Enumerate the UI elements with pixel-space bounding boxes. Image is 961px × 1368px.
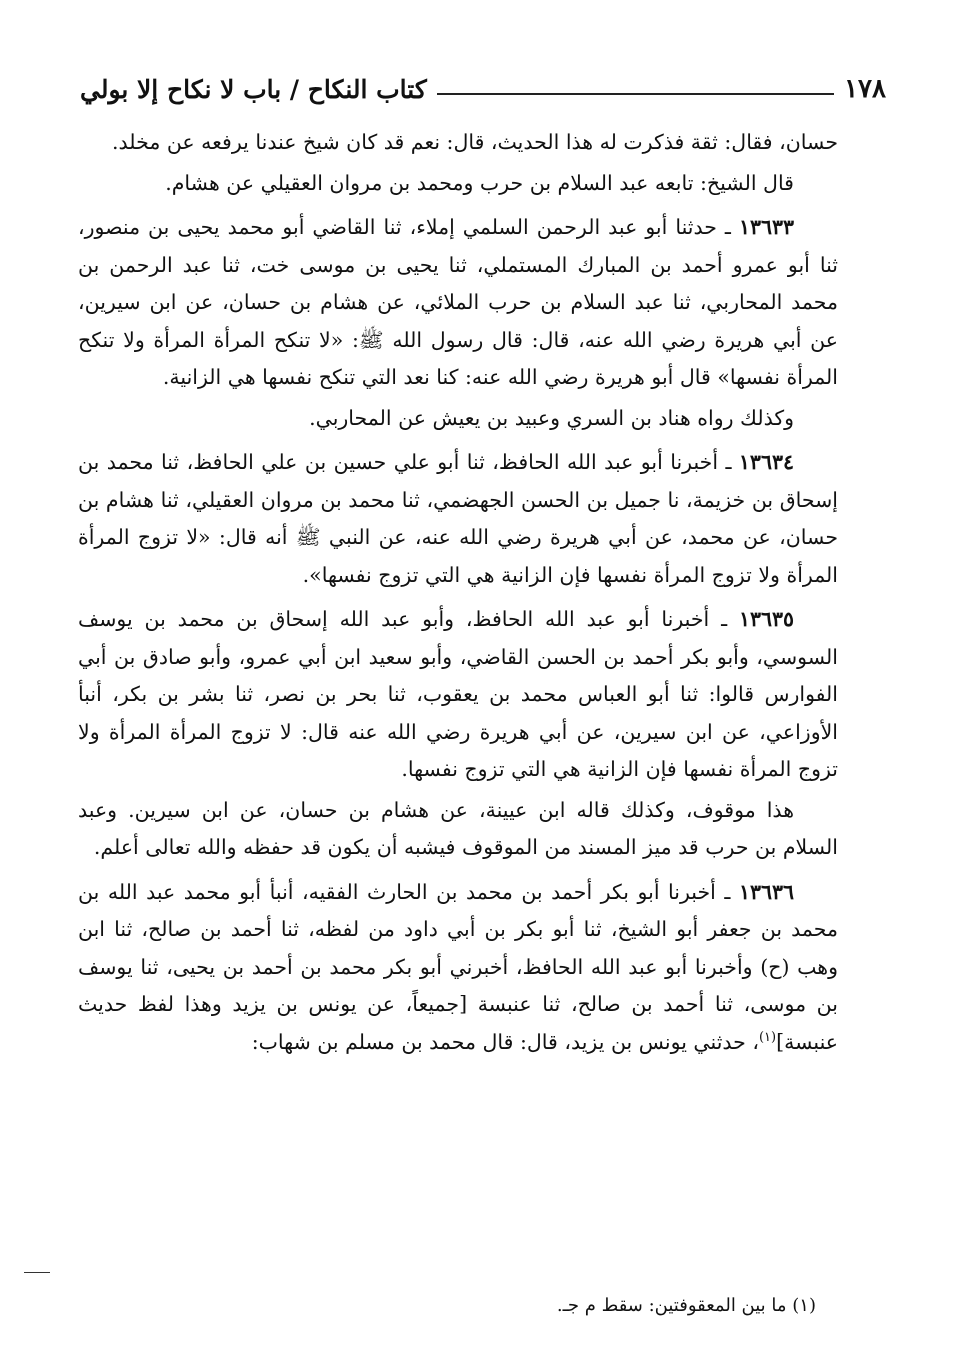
hadith-text: ـ أخبرنا أبو عبد الله الحافظ، وأبو عبد الله إسحاق بن محمد بن يوسف السوسي، وأبو بكر أحمد بن الحسن القاضي، وأبو سعيد ابن أبي عمرو، وأبو صادق بن أبي الفوارس قالوا: ثنا أبو العباس محمد بن يعقوب، ثنا بحر بن نصر، ثنا بشر بن بكر، أنبأ الأوزاعي، عن ابن سيرين، عن أبي هريرة رضي الله عنه قال: لا تزوج المرأة المرأة ولا تزوج المرأة نفسها فإن الزانية هي التي تزوج نفسها. [78,607,838,781]
page-header [80,60,886,104]
hadith-13633 [78,209,838,397]
running-title: كتاب النكاح / باب لا نكاح إلا بولي [80,75,427,104]
paragraph-continuation [78,124,838,162]
footnote [216,1293,816,1319]
page-number: ١٧٨ [844,74,886,104]
hadith-text: ـ أخبرنا أبو بكر أحمد بن محمد بن الحارث الفقيه، أنبأ أبو محمد عبد الله بن محمد بن جعفر أبو الشيخ، ثنا أبو بكر بن أبي داود من لفظه، ثنا أحمد بن صالح، ثنا ابن وهب (ح) وأخبرنا أبو عبد الله الحافظ، أخبرني أبو بكر محمد بن أحمد بن يحيى، ثنا يوسف بن موسى، ثنا أحمد بن صالح، ثنا عنبسة [جميعاً، عن يونس بن يزيد وهذا لفظ حديث عنبسة] [78,879,838,1054]
hadith-text: ـ حدثنا أبو عبد الرحمن السلمي إملاء، ثنا القاضي أبو محمد يحيى بن منصور، ثنا أبو عمرو أحمد بن المبارك المستملي، ثنا يحيى بن موسى خت، ثنا عبد الرحمن بن محمد المحاربي، ثنا عبد السلام بن حرب الملائي، عن هشام بن حسان، عن ابن سيرين، عن أبي هريرة رضي الله عنه، قال: قال رسول الله ﷺ: «لا تنكح المرأة المرأة ولا تنكح المرأة نفسها» قال أبو هريرة رضي الله عنه: كنا نعد التي تنكح نفسها هي الزانية. [78,215,838,389]
hadith-13636 [78,874,838,1062]
paragraph-text: حسان، فقال: ثقة فذكرت له هذا الحديث، قال: نعم قد كان شيخ عندنا يرفعه عن مخلد. [112,130,838,154]
footnote-text: (١) ما بين المعقوفتين: سقط م جـ. [556,1295,816,1316]
main-text [78,124,838,1061]
paragraph-mawquf-comment [78,792,838,867]
hadith-number: ١٣٦٣٦ [738,879,794,904]
header-rule [437,93,834,95]
hadith-number: ١٣٦٣٤ [738,450,794,474]
paragraph-text: وكذلك رواه هناد بن السري وعبيد بن يعيش عن المحاربي. [309,405,794,430]
hadith-number: ١٣٦٣٣ [738,215,794,239]
hadith-13634 [78,444,838,594]
hadith-13635 [78,601,838,789]
paragraph-text: هذا موقوف، وكذلك قاله ابن عيينة، عن هشام بن حسان، عن ابن سيرين. وعبد السلام بن حرب قد ميز المسند من الموقوف فيشبه أن يكون قد حفظه والله تعالى أعلم. [78,797,838,859]
paragraph-text: قال الشيخ: تابعه عبد السلام بن حرب ومحمد بن مروان العقيلي عن هشام. [165,170,794,195]
paragraph-comment [78,400,838,438]
hadith-number: ١٣٦٣٥ [738,607,794,631]
footnote-reference[interactable]: (١) [758,1029,777,1045]
hadith-text-continued: ، حدثني يونس بن يزيد، قال: قال محمد بن مسلم بن شهاب: [251,1029,759,1054]
footnote-separator [24,1272,50,1273]
paragraph-sheikh-comment [78,165,838,203]
hadith-text: ـ أخبرنا أبو عبد الله الحافظ، ثنا أبو علي حسين بن علي الحافظ، ثنا محمد بن إسحاق بن خزيمة، نا جميل بن الحسن الجهضمي، ثنا محمد بن مروان العقيلي، ثنا هشام بن حسان، عن محمد، عن أبي هريرة رضي الله عنه، عن النبي ﷺ أنه قال: «لا تزوج المرأة المرأة ولا تزوج المرأة نفسها فإن الزانية هي التي تزوج نفسها». [78,450,838,587]
